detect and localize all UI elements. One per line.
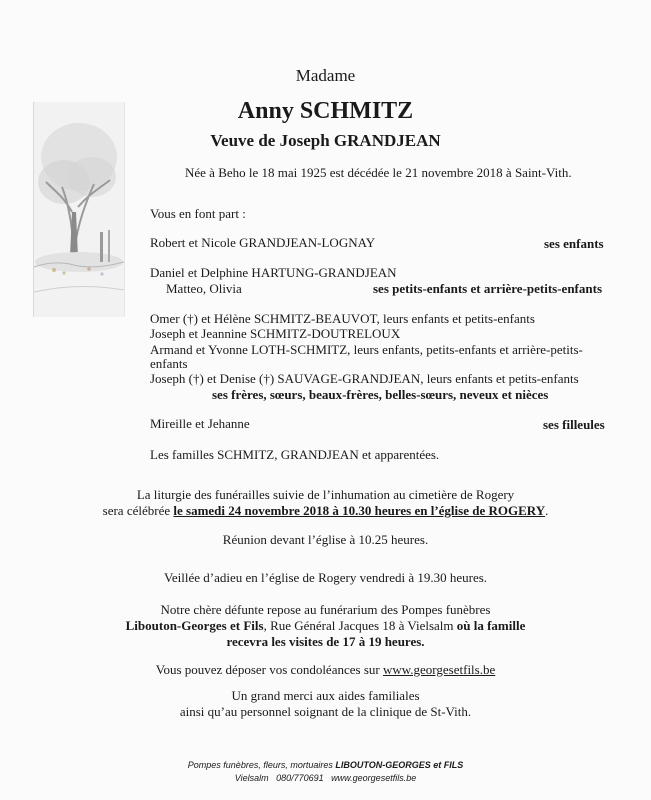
family-visit-intro: où la famille bbox=[456, 618, 526, 633]
funeral-line-2-suffix: . bbox=[545, 503, 549, 518]
thanks-line-1: Un grand merci aux aides familiales bbox=[231, 688, 420, 703]
goddaughters-role: ses filleules bbox=[543, 417, 605, 432]
deceased-name: Anny SCHMITZ bbox=[237, 98, 414, 124]
siblings-line: Joseph (†) et Denise (†) SAUVAGE-GRANDJEAN, leurs enfants et petits-enfants bbox=[150, 371, 579, 386]
condolences-link[interactable]: www.georgesetfils.be bbox=[382, 662, 496, 677]
siblings-line: enfants bbox=[150, 356, 188, 371]
thanks-line-2: ainsi qu’au personnel soignant de la clinique de St-Vith. bbox=[179, 704, 472, 719]
announce-text: Vous en font part : bbox=[150, 206, 246, 221]
funeral-home-name: Libouton-Georges et Fils bbox=[125, 618, 264, 633]
siblings-line: Armand et Yvonne LOTH-SCHMITZ, leurs enfants, petits-enfants et arrière-petits- bbox=[150, 342, 583, 357]
goddaughters-line: Mireille et Jehanne bbox=[150, 416, 250, 431]
rest-line-1: Notre chère défunte repose au funérarium des Pompes funèbres bbox=[160, 602, 491, 617]
children-line: Robert et Nicole GRANDJEAN-LOGNAY bbox=[150, 235, 376, 250]
funeral-date-location: le samedi 24 novembre 2018 à 10.30 heures en l’église de ROGERY bbox=[173, 503, 546, 518]
widow-of: Veuve de Joseph GRANDJEAN bbox=[210, 131, 441, 150]
vigil-line: Veillée d’adieu en l’église de Rogery vendredi à 19.30 heures. bbox=[163, 570, 488, 585]
funeral-line-1: La liturgie des funérailles suivie de l’inhumation au cimetière de Rogery bbox=[136, 487, 515, 502]
meeting-line: Réunion devant l’église à 10.25 heures. bbox=[222, 532, 429, 547]
salutation: Madame bbox=[295, 66, 356, 85]
grandchildren-line-1: Daniel et Delphine HARTUNG-GRANDJEAN bbox=[150, 265, 397, 280]
siblings-line: Joseph et Jeannine SCHMITZ-DOUTRELOUX bbox=[150, 326, 401, 341]
funeral-line-2 bbox=[0, 503, 651, 519]
footer-line-2: Vielsalm 080/770691 www.georgesetfils.be bbox=[234, 773, 417, 783]
siblings-line: Omer (†) et Hélène SCHMITZ-BEAUVOT, leurs enfants et petits-enfants bbox=[150, 311, 535, 326]
rest-line-2 bbox=[0, 618, 651, 634]
siblings-role: ses frères, sœurs, beaux-frères, belles-sœurs, neveux et nièces bbox=[212, 387, 549, 402]
condolences-line bbox=[0, 662, 651, 678]
grandchildren-role: ses petits-enfants et arrière-petits-enfants bbox=[373, 281, 603, 296]
rest-line-3: recevra les visites de 17 à 19 heures. bbox=[226, 634, 425, 649]
birth-death-line: Née à Beho le 18 mai 1925 est décédée le 21 novembre 2018 à Saint-Vith. bbox=[185, 165, 572, 180]
families-line: Les familles SCHMITZ, GRANDJEAN et apparentées. bbox=[150, 447, 440, 462]
footer-line-1 bbox=[0, 760, 651, 770]
grandchildren-line-2: Matteo, Olivia bbox=[166, 281, 242, 296]
children-role: ses enfants bbox=[544, 236, 604, 251]
footer-services: Pompes funèbres, fleurs, mortuaires bbox=[187, 760, 336, 770]
condolences-prefix: Vous pouvez déposer vos condoléances sur bbox=[155, 662, 383, 677]
footer-company: LIBOUTON-GEORGES et FILS bbox=[335, 760, 464, 770]
funeral-line-2-prefix: sera célébrée bbox=[102, 503, 174, 518]
funeral-home-address: , Rue Général Jacques 18 à Vielsalm bbox=[263, 618, 457, 633]
